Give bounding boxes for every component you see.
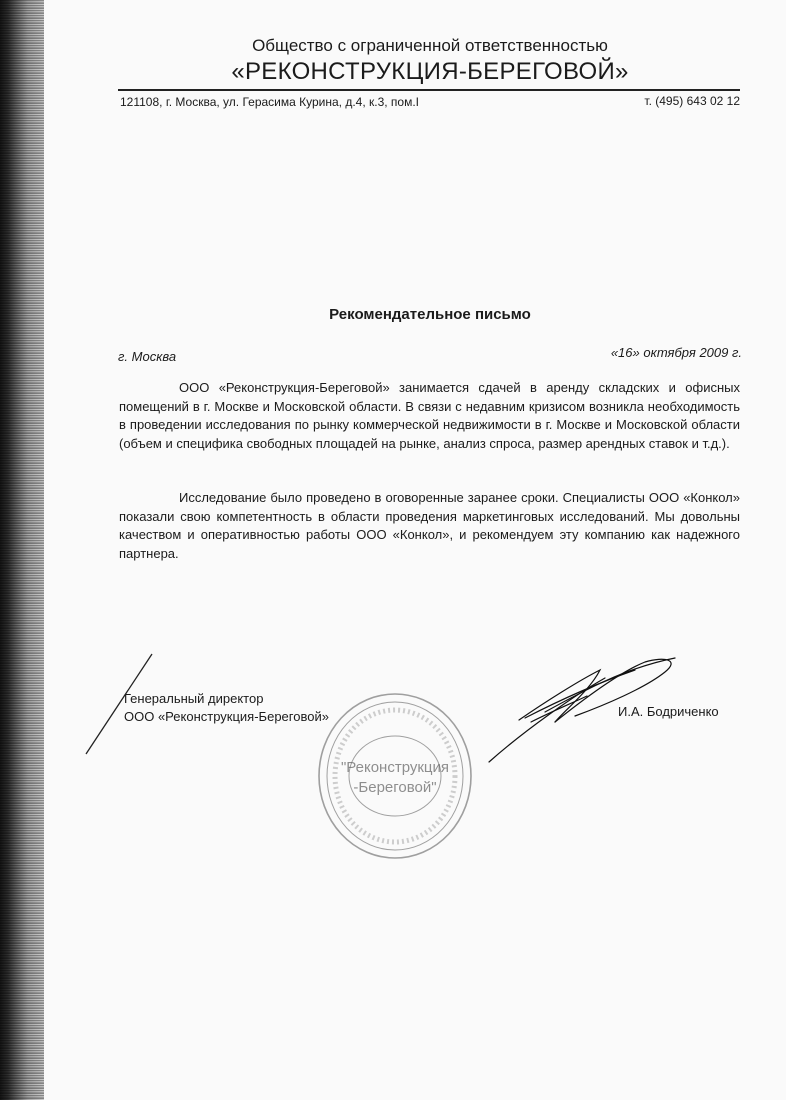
stamp-line-1: "Реконструкция xyxy=(340,759,450,776)
org-name: «РЕКОНСТРУКЦИЯ-БЕРЕГОВОЙ» xyxy=(231,58,629,85)
letter-date: «16» октября 2009 г. xyxy=(610,345,742,360)
signer-title: Генеральный директор xyxy=(124,691,264,706)
paragraph-text: Исследование было проведено в оговоренные заранее сроки. Специалисты ООО «Конкол» показали свою компетентность в области проведения маркетинговых исследований. Мы довольны качеством и оперативностью работы ООО «Конкол», и рекомендуем эту компанию как надежного партнера. xyxy=(119,490,740,561)
org-phone: т. (495) 643 02 12 xyxy=(644,94,740,108)
org-address: 121108, г. Москва, ул. Герасима Курина, д.4, к.3, пом.I xyxy=(120,95,420,109)
signer-organization: ООО «Реконструкция-Береговой» xyxy=(124,709,329,724)
letter-title: Рекомендательное письмо xyxy=(329,306,531,323)
signer-name: И.А. Бодриченко xyxy=(618,704,719,719)
letter-paragraph-2 xyxy=(119,489,740,563)
letter-paragraph-1 xyxy=(119,379,740,453)
stamp-line-2: -Береговой" xyxy=(353,779,437,796)
letter-city: г. Москва xyxy=(118,349,177,364)
paragraph-text: ООО «Реконструкция-Береговой» занимается сдачей в аренду складских и офисных помещений в г. Москве и Московской области. В связи с недавним кризисом возникла необходимость в проведении исследования по рынку коммерческой недвижимости в г. Москве и Московской области (объем и специфика свободных площадей на рынке, анализ спроса, размер арендных ставок и т.д.). xyxy=(119,380,740,451)
handwritten-signature xyxy=(485,650,685,765)
letterhead-divider xyxy=(118,89,740,91)
scan-edge-shadow xyxy=(0,0,44,1100)
org-form-line: Общество с ограниченной ответственностью xyxy=(252,36,608,55)
company-seal-stamp xyxy=(315,690,475,862)
